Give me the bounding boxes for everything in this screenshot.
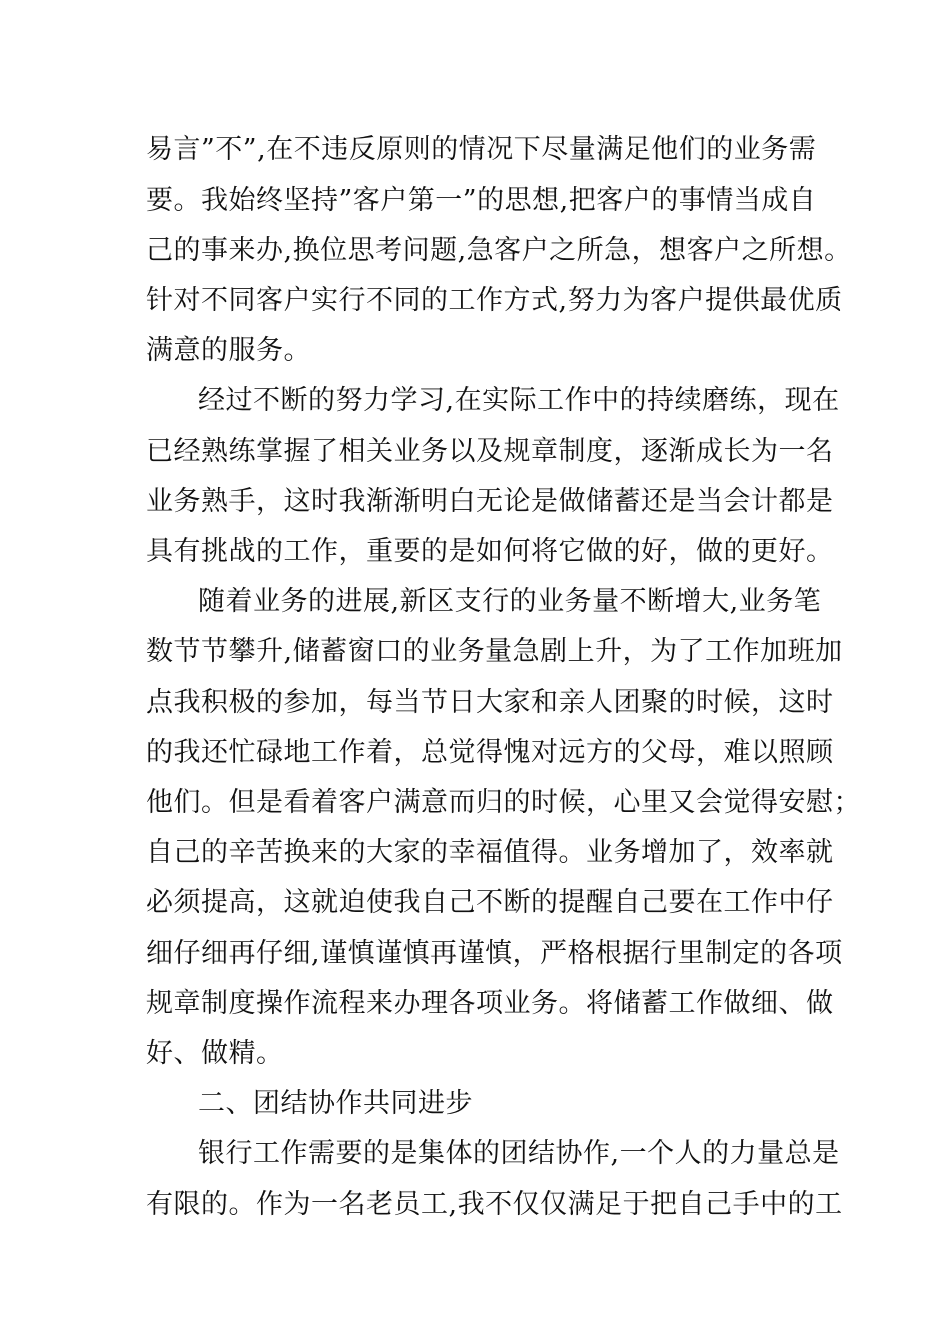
text-line: 具有挑战的工作，重要的是如何将它做的好，做的更好。 (146, 536, 834, 567)
paragraph-first-line: 银行工作需要的是集体的团结协作,一个人的力量总是 (198, 1138, 840, 1169)
text-line: 已经熟练掌握了相关业务以及规章制度，逐渐成长为一名 (146, 436, 834, 467)
paragraph-first-line: 经过不断的努力学习,在实际工作中的持续磨练，现在 (198, 385, 840, 416)
text-line: 的我还忙碌地工作着，总觉得愧对远方的父母，难以照顾 (146, 737, 834, 768)
text-line: 必须提高，这就迫使我自己不断的提醒自己要在工作中仔 (146, 887, 834, 918)
text-line: 易言”不”,在不违反原则的情况下尽量满足他们的业务需 (146, 134, 817, 165)
text-line: 自己的辛苦换来的大家的幸福值得。业务增加了，效率就 (146, 837, 834, 868)
text-line: 针对不同客户实行不同的工作方式,努力为客户提供最优质 (146, 285, 843, 316)
text-line: 己的事来办,换位思考问题,急客户之所急，想客户之所想。 (146, 235, 852, 266)
text-line: 细仔细再仔细,谨慎谨慎再谨慎，严格根据行里制定的各项 (146, 938, 843, 969)
text-line: 规章制度操作流程来办理各项业务。将储蓄工作做细、做 (146, 988, 834, 1019)
text-line: 他们。但是看着客户满意而归的时候，心里又会觉得安慰； (146, 787, 861, 818)
text-line: 数节节攀升,储蓄窗口的业务量急剧上升，为了工作加班加 (146, 636, 843, 667)
text-line: 业务熟手，这时我渐渐明白无论是做储蓄还是当会计都是 (146, 486, 834, 517)
paragraph-first-line: 随着业务的进展,新区支行的业务量不断增大,业务笔 (198, 586, 822, 617)
text-line: 满意的服务。 (146, 335, 311, 366)
text-line: 要。我始终坚持”客户第一”的思想,把客户的事情当成自 (146, 185, 817, 216)
text-line: 好、做精。 (146, 1038, 284, 1069)
section-heading: 二、团结协作共同进步 (198, 1088, 473, 1119)
text-line: 点我积极的参加，每当节日大家和亲人团聚的时候，这时 (146, 687, 834, 718)
text-line: 有限的。作为一名老员工,我不仅仅满足于把自己手中的工 (146, 1189, 843, 1220)
